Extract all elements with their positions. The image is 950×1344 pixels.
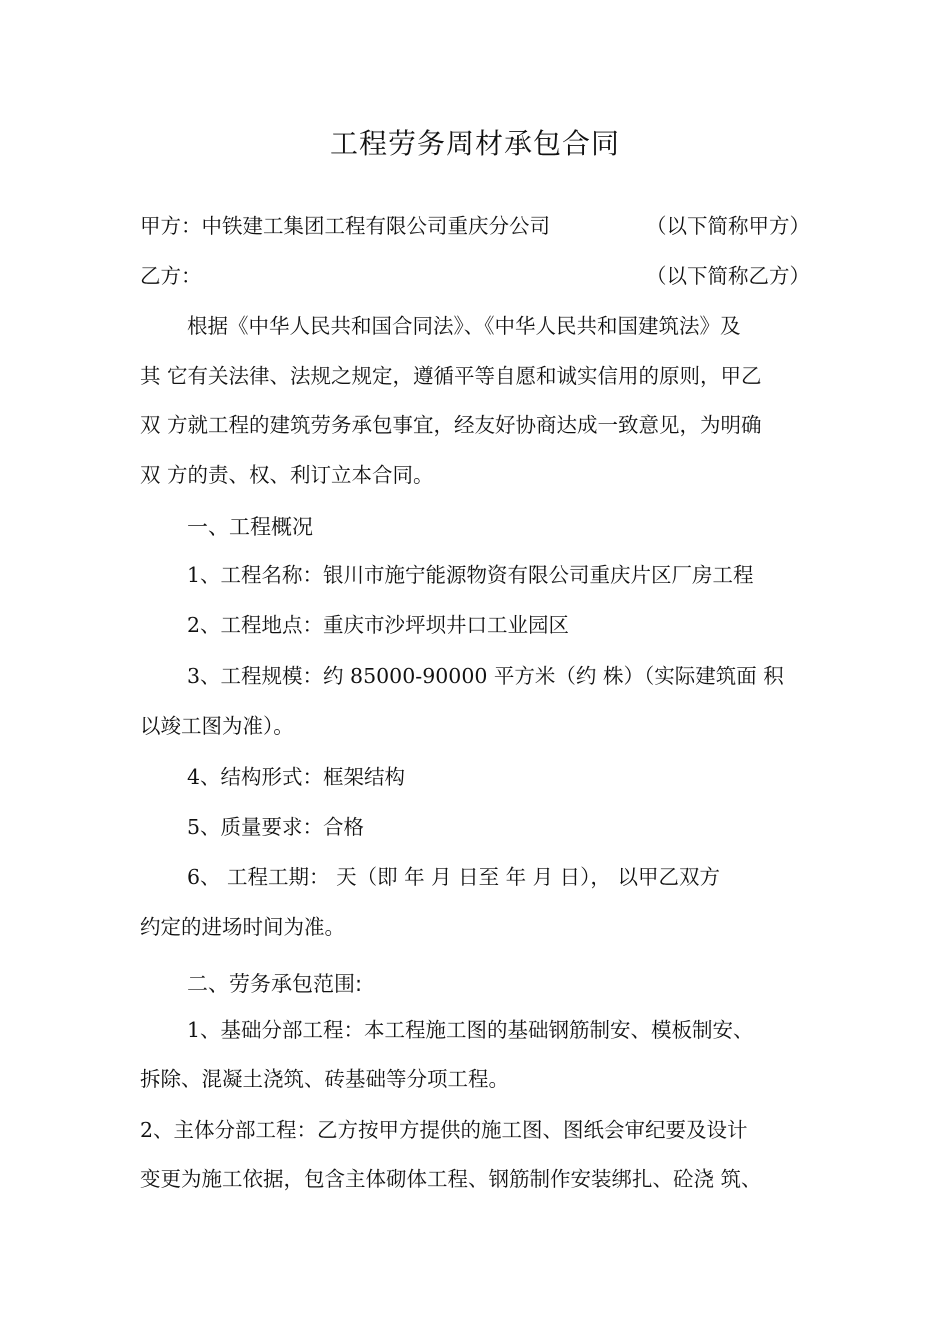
party-b-line: 乙方： [140, 264, 202, 288]
preamble-line-2: 其 它有关法律、法规之规定，遵循平等自愿和诚实信用的原则，甲乙 [140, 364, 762, 388]
construction-period-continuation: 约定的进场时间为准。 [140, 915, 345, 939]
main-structure-item: 2、主体分部工程：乙方按甲方提供的施工图、图纸会审纪要及设计 [140, 1118, 748, 1142]
project-name-item: 1、工程名称：银川市施宁能源物资有限公司重庆片区厂房工程 [187, 563, 754, 587]
party-b-alias: （以下简称乙方） [646, 264, 810, 288]
foundation-works-continuation: 拆除、混凝土浇筑、砖基础等分项工程。 [140, 1067, 509, 1091]
preamble-line-4: 双 方的责、权、利订立本合同。 [140, 463, 434, 487]
foundation-works-item: 1、基础分部工程：本工程施工图的基础钢筋制安、模板制安、 [187, 1018, 754, 1042]
project-location-item: 2、工程地点：重庆市沙坪坝井口工业园区 [187, 613, 570, 637]
preamble-line-1: 根据《中华人民共和国合同法》、《中华人民共和国建筑法》及 [187, 314, 741, 338]
preamble-line-3: 双 方就工程的建筑劳务承包事宜，经友好协商达成一致意见，为明确 [140, 413, 762, 437]
main-structure-continuation: 变更为施工依据，包含主体砌体工程、钢筋制作安装绑扎、砼浇 筑、 [140, 1167, 762, 1191]
section-2-heading: 二、劳务承包范围: [187, 972, 363, 996]
structure-form-item: 4、结构形式：框架结构 [187, 765, 406, 789]
party-a-line: 甲方：中铁建工集团工程有限公司重庆分公司 [140, 214, 550, 238]
project-scale-item: 3、工程规模：约 85000-90000 平方米（约 株）（实际建筑面 积 [187, 664, 784, 688]
party-a-alias: （以下简称甲方） [646, 214, 810, 238]
construction-period-item: 6、 工程工期： 天（即 年 月 日至 年 月 日）， 以甲乙双方 [187, 865, 720, 889]
document-title: 工程劳务周材承包合同 [329, 127, 620, 160]
quality-requirement-item: 5、质量要求：合格 [187, 815, 365, 839]
section-1-heading: 一、工程概况 [187, 515, 313, 539]
project-scale-continuation: 以竣工图为准）。 [140, 714, 294, 738]
